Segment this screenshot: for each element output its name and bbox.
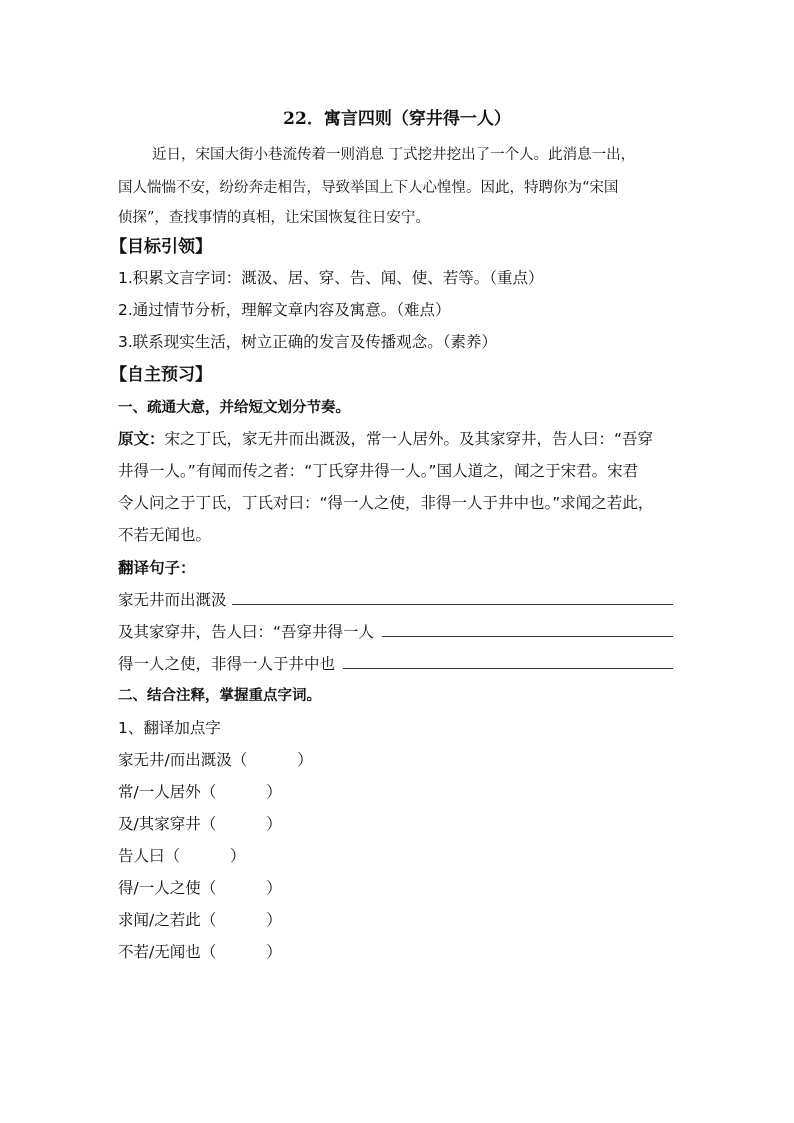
translate-answer-line-2[interactable] bbox=[382, 636, 673, 637]
original-line-3: 令人问之于丁氏，丁氏对曰：“得一人之使，非得一人于井中也。”求闻之若此， bbox=[118, 494, 654, 512]
word-item-1: 家无井/而出溉汲（ ） bbox=[118, 751, 313, 769]
goals-heading: 【目标引领】 bbox=[110, 237, 212, 257]
word-item-4: 告人曰（ ） bbox=[118, 847, 246, 865]
intro-line-1: 近日，宋国大街小巷流传着一则消息 丁式挖井挖出了一个人。此消息一出， bbox=[152, 147, 636, 163]
translate-item-1: 家无井而出溉汲 bbox=[118, 591, 227, 609]
sub-heading: 1、翻译加点字 bbox=[118, 719, 221, 737]
word-item-6: 求闻/之若此（ ） bbox=[118, 911, 282, 929]
goal-item-3: 3.联系现实生活，树立正确的发言及传播观念。（素养） bbox=[118, 333, 498, 351]
original-text-1: 宋之丁氏，家无井而出溉汲，常一人居外。及其家穿井，告人曰：“吾穿 bbox=[164, 430, 654, 448]
part1-heading: 一、疏通大意，并给短文划分节奏。 bbox=[118, 399, 350, 416]
intro-line-2: 国人惴惴不安，纷纷奔走相告，导致举国上下人心惶惶。因此，特聘你为“宋国 bbox=[118, 180, 619, 196]
page-title: 22．寓言四则（穿井得一人） bbox=[283, 109, 511, 129]
original-line-4: 不若无闻也。 bbox=[118, 526, 212, 544]
translate-item-3: 得一人之使，非得一人于井中也 bbox=[118, 655, 336, 673]
original-line-1 bbox=[118, 427, 653, 449]
original-line-2: 井得一人。”有闻而传之者：“丁氏穿井得一人。”国人道之，闻之于宋君。宋君 bbox=[118, 462, 639, 480]
preview-heading: 【自主预习】 bbox=[110, 365, 212, 385]
word-item-2: 常/一人居外（ ） bbox=[118, 783, 282, 801]
translate-heading: 翻译句子： bbox=[118, 559, 196, 577]
goal-item-1: 1.积累文言字词：溉汲、居、穿、告、闻、使、若等。（重点） bbox=[118, 269, 544, 287]
word-item-7: 不若/无闻也（ ） bbox=[118, 943, 282, 961]
translate-answer-line-3[interactable] bbox=[343, 668, 673, 669]
intro-line-3: 侦探”，查找事情的真相，让宋国恢复往日安宁。 bbox=[118, 210, 430, 226]
word-item-3: 及/其家穿井（ ） bbox=[118, 815, 282, 833]
word-item-5: 得/一人之使（ ） bbox=[118, 879, 282, 897]
original-label: 原文： bbox=[118, 430, 165, 448]
translate-item-2: 及其家穿井，告人曰：“吾穿井得一人 bbox=[118, 623, 375, 641]
translate-answer-line-1[interactable] bbox=[232, 604, 673, 605]
goal-item-2: 2.通过情节分析，理解文章内容及寓意。（难点） bbox=[118, 301, 451, 319]
part2-heading: 二、结合注释，掌握重点字词。 bbox=[118, 687, 321, 704]
